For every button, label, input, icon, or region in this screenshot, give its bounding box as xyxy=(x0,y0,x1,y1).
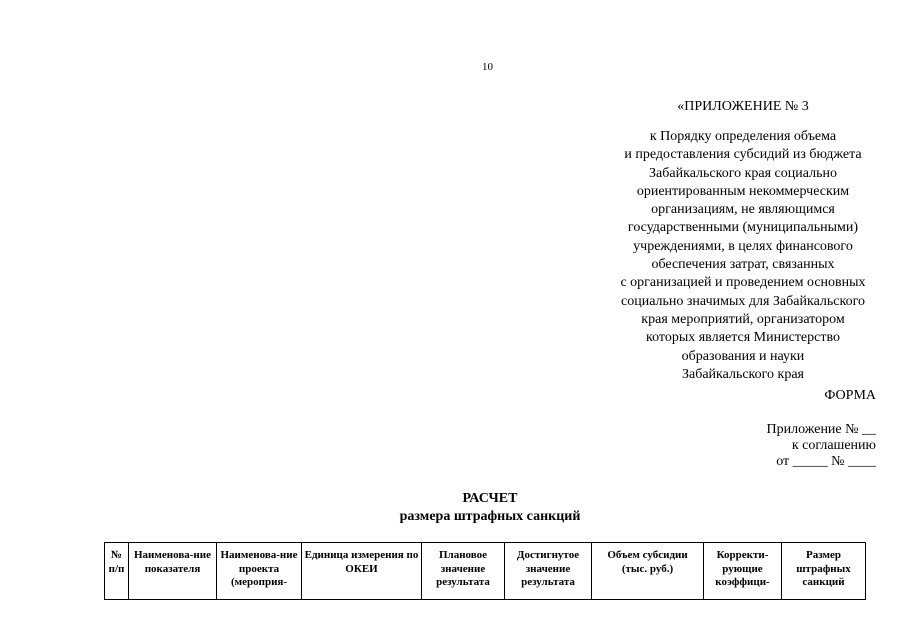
appendix-line: с организацией и проведением основных xyxy=(620,275,866,291)
appendix-line: организациям, не являющимся xyxy=(651,202,835,218)
column-header-indicator-name: Наименова-ние показателя xyxy=(129,543,217,600)
agreement-appendix-line: Приложение № __ xyxy=(766,422,876,437)
appendix-description xyxy=(600,128,886,384)
page-number: 10 xyxy=(482,61,493,73)
column-header-planned-value: Плановое значение результата xyxy=(422,543,505,600)
appendix-line: социально значимых для Забайкальского xyxy=(621,293,865,309)
column-header-project-name: Наименова-ние проекта (мероприя- xyxy=(217,543,302,600)
column-header-correction-coefficients: Корректи-рующие коэффици- xyxy=(704,543,782,600)
appendix-line: к Порядку определения объема xyxy=(649,129,837,144)
appendix-line: которых является Министерство xyxy=(645,330,840,346)
appendix-line: ориентированным некоммерческим xyxy=(636,183,850,199)
sanctions-table xyxy=(104,542,866,600)
calculation-subtitle: размера штрафных санкций xyxy=(399,509,581,524)
appendix-line: Забайкальского края xyxy=(681,366,804,382)
appendix-line: государственными (муниципальными) xyxy=(627,220,859,236)
appendix-line: образования и науки xyxy=(681,348,805,364)
appendix-line: и предоставления субсидий из бюджета xyxy=(624,147,862,163)
column-header-number: № п/п xyxy=(105,543,129,600)
agreement-to-line: к соглашению xyxy=(791,438,876,453)
agreement-reference xyxy=(767,422,877,470)
table-header-row xyxy=(105,543,866,600)
appendix-line: края мероприятий, организатором xyxy=(641,311,845,327)
appendix-line: учреждениями, в целях финансового xyxy=(633,238,853,254)
agreement-date-number-line: от _____ № ____ xyxy=(776,454,876,469)
column-header-achieved-value: Достигнутое значение результата xyxy=(505,543,592,600)
appendix-line: Забайкальского края социально xyxy=(649,165,837,181)
calculation-title: РАСЧЕТ xyxy=(462,491,518,506)
column-header-subsidy-amount: Объем субсидии (тыс. руб.) xyxy=(592,543,704,600)
column-header-unit-okei: Единица измерения по ОКЕИ xyxy=(302,543,422,600)
column-header-penalty-amount: Размер штрафных санкций xyxy=(782,543,866,600)
calculation-heading xyxy=(270,490,710,526)
appendix-line: обеспечения затрат, связанных xyxy=(651,257,835,273)
appendix-title: «ПРИЛОЖЕНИЕ № 3 xyxy=(677,99,809,114)
form-label: ФОРМА xyxy=(824,388,876,403)
